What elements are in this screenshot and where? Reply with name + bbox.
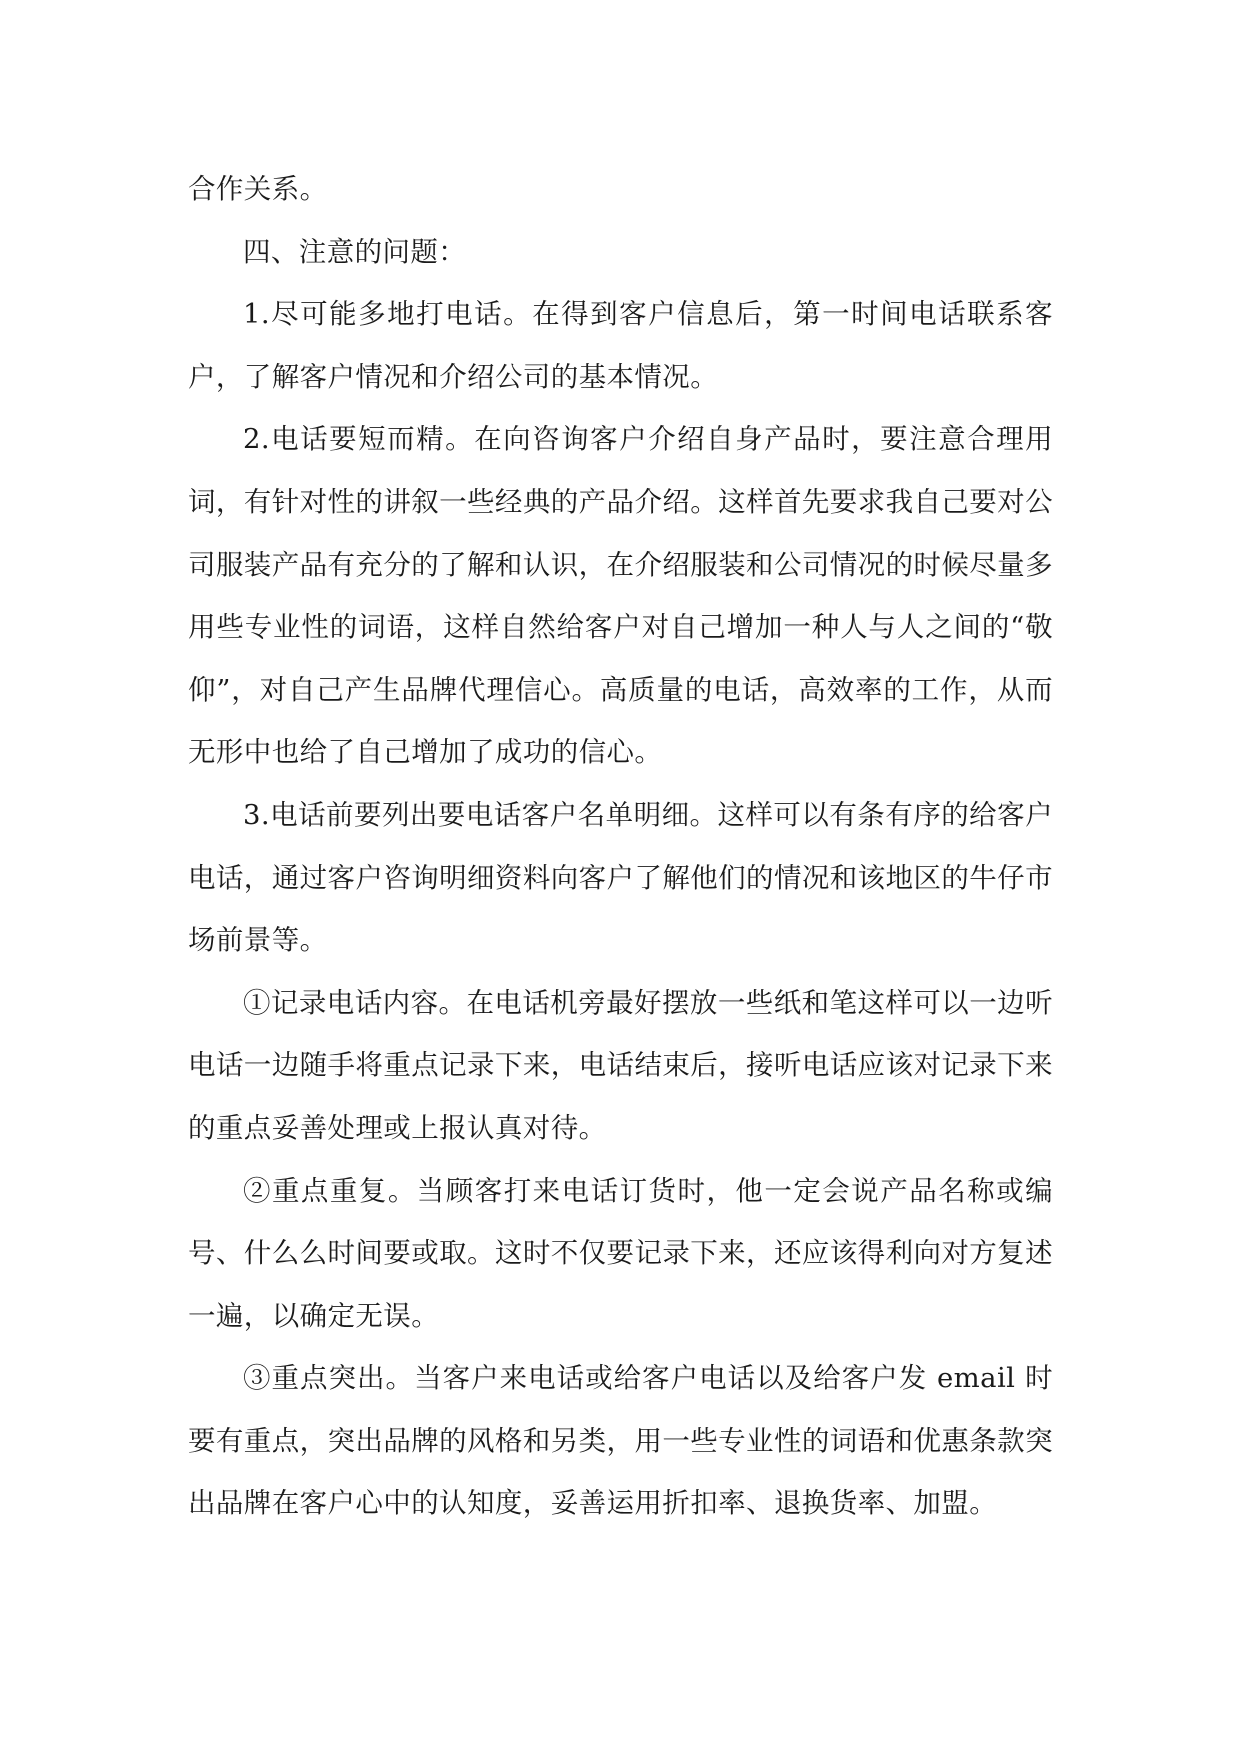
paragraph-subitem-3: ③重点突出。当客户来电话或给客户电话以及给客户发 email 时要有重点，突出品牌的风格和另类，用一些专业性的词语和优惠条款突出品牌在客户心中的认知度，妥善运用折扣率、退换货率、加盟。 bbox=[188, 1362, 1053, 1520]
section-heading: 四、注意的问题： bbox=[243, 235, 467, 268]
paragraph-item-1: 1.尽可能多地打电话。在得到客户信息后，第一时间电话联系客户，了解客户情况和介绍公司的基本情况。 bbox=[188, 298, 1053, 393]
paragraph-item-3: 3.电话前要列出要电话客户名单明细。这样可以有条有序的给客户电话，通过客户咨询明细资料向客户了解他们的情况和该地区的牛仔市场前景等。 bbox=[188, 798, 1053, 957]
paragraph-subitem-1: ①记录电话内容。在电话机旁最好摆放一些纸和笔这样可以一边听电话一边随手将重点记录下来，电话结束后，接听电话应该对记录下来的重点妥善处理或上报认真对待。 bbox=[188, 986, 1053, 1144]
paragraph-item-2: 2.电话要短而精。在向咨询客户介绍自身产品时，要注意合理用词，有针对性的讲叙一些经典的产品介绍。这样首先要求我自己要对公司服装产品有充分的了解和认识，在介绍服装和公司情况的时候尽量多用些专业性的词语，这样自然给客户对自己增加一种人与人之间的“敬仰”，对自己产生品牌代理信心。高质量的电话，高效率的工作，从而无形中也给了自己增加了成功的信心。 bbox=[188, 423, 1053, 769]
body-text bbox=[188, 158, 1053, 1535]
paragraph-subitem-2: ②重点重复。当顾客打来电话订货时，他一定会说产品名称或编号、什么么时间要或取。这时不仅要记录下来，还应该得利向对方复述一遍，以确定无误。 bbox=[188, 1174, 1053, 1332]
paragraph-continuation: 合作关系。 bbox=[188, 173, 328, 205]
